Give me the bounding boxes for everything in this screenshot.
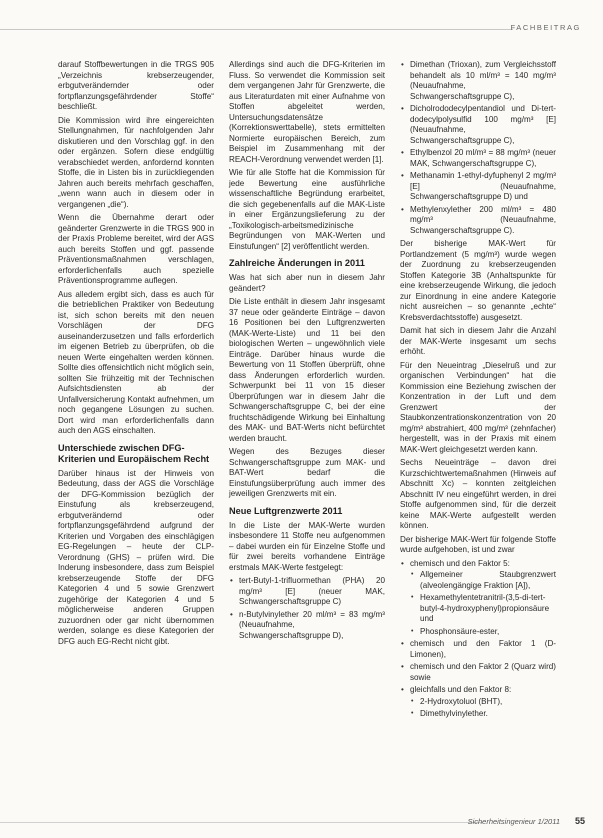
list-item: • chemisch und den Faktor 1 (D-Limonen), <box>410 639 556 660</box>
list-item: • chemisch und den Faktor 2 (Quarz wird) sowie <box>410 662 556 683</box>
list-item: • Dimethan (Trioxan), zum Vergleichsstoff behandelt als 10 ml/m³ = 140 mg/m³ (Neuaufnahme, Schwangerschaftsgruppe C), <box>410 60 556 102</box>
section-heading: Unterschiede zwischen DFG-Kriterien und Europäischem Recht <box>58 442 210 464</box>
section-heading: Neue Luftgrenzwerte 2011 <box>229 505 343 516</box>
sub-list-item: • Phosphonsäure-ester, <box>420 627 556 638</box>
sub-list <box>410 570 556 637</box>
article-body <box>58 60 580 800</box>
sub-list-item: • 2-Hydroxytoluol (BHT), <box>420 697 556 708</box>
page-header <box>0 22 603 36</box>
sub-list-item: • Allgemeiner Staubgrenzwert (alveolengängige Fraktion [A]), <box>420 570 556 591</box>
paragraph: Der bisherige MAK-Wert für folgende Stoffe wurde aufgehoben, ist und zwar <box>400 534 556 554</box>
sub-list-item: • Dimethylvinylether. <box>420 709 556 720</box>
paragraph: Für den Neueintrag „Dieselruß und zur organischen Verbindungen“ hat die Kommission eine Beziehung zwischen der Konzentration in der Luft und dem Grenzwert der Staubkonzentrationskonzentration von 20 mg/m³ abstrahiert, 400 mg/m³ (zehnfacher) hergestellt, was in der Praxis mit einem MAK-Wert gleichgesetzt werden kann. <box>400 360 556 454</box>
section-label: FACHBEITRAG <box>510 23 581 32</box>
section-heading: Zahlreiche Änderungen in 2011 <box>229 258 365 268</box>
paragraph: Was hat sich aber nun in diesem Jahr geändert? <box>229 273 385 293</box>
paragraph: Wegen des Bezuges dieser Schwangerschaftsgruppe zum MAK- und BAT-Wert bedarf die Einstufungsüberprüfung auch immer des jeweiligen Grenzwerts mit ein. <box>229 447 385 498</box>
paragraph: Wie für alle Stoffe hat die Kommission für jede Bewertung eine ausführliche wissenschaftliche Begründung erarbeitet, die sich gegebenenfalls auf die MAK-Liste in einer Ergänzungslieferung zu der „Toxikologisch-arbeitsmedizinische Begründungen von MAK-Werten und Einstufungen“ [2] veröffentlicht werden. <box>229 168 385 251</box>
bullet-list <box>229 576 385 641</box>
page-footer <box>0 816 603 830</box>
header-rule <box>0 29 513 30</box>
paragraph: Die Liste enthält in diesem Jahr insgesamt 37 neue oder geänderte Einträge – davon 16 Positionen bei den Luftgrenzwerten (MAK-Werte-Liste) und 11 bei den biologischen Werten – ungewöhnlich viele Einträge. Darüber hinaus wurde die Bewertung von 11 Stoffen überprüft, ohne dass Änderungen erforderlich wurden. Schwerpunkt bei 11 von 15 dieser Überprüfungen war in diesem Jahr die Schwangerschaftsgruppe C, bei der eine fruchtschädigende Wirkung bei Einhaltung des MAK- und BAT-Werts nicht befürchtet werden braucht. <box>229 297 385 443</box>
bullet-list <box>400 60 556 236</box>
paragraph: Allerdings sind auch die DFG-Kriterien im Fluss. So verwendet die Kommission seit dem vergangenen Jahr für Grenzwerte, die aus Literaturdaten mit einer Aufnahme von Stoffen abgeleitet werden, Untersuchungsdatensätze (Korrektionswerttabelle), stets ermittelten Normierte europäischen Bereich, zum Beispiel im Zusammenhang mit der REACH-Verordnung verwendet werden [1]. <box>229 60 385 164</box>
footer-rule <box>0 822 483 823</box>
list-item: • Methanamin 1-ethyl-dyfuphenyl 2 mg/m³ [E] (Neuaufnahme, Schwangerschaftsgruppe D) und <box>410 171 556 203</box>
list-item: • Ethylbenzol 20 ml/m³ = 88 mg/m³ (neuer MAK, Schwangerschaftsgruppe C), <box>410 148 556 169</box>
list-item-text: chemisch und den Faktor 5: <box>410 558 510 568</box>
paragraph: Die Kommission wird ihre eingereichten Stellungnahmen, für nachfolgenden Jahr diskutieren und den Vorschlag ggf. in den oder ergänzen. Sofern diese endgültig verabschiedet werden, anfordernd konnten Stoffe, die in Listen bis in zurückliegenden Jahren auch bereits mehrfach geschaffen, „wenn wann auch in diesem oder in vergangenen „die“). <box>58 115 214 209</box>
list-item <box>410 685 556 720</box>
list-item-text: gleichfalls und den Faktor 8: <box>410 685 512 694</box>
list-item: • n-Butylvinylether 20 ml/m³ = 83 mg/m³ (Neuaufnahme, Schwangerschaftsgruppe D), <box>239 610 385 642</box>
paragraph: In die Liste der MAK-Werte wurden insbesondere 11 Stoffe neu aufgenommen – dabei wurden ein für Einzelne Stoffe und für zwei bereits vorhandene Einträge erstmals MAK-Werte festgelegt: <box>229 520 385 572</box>
list-item: • tert-Butyl-1-trifluormethan (PHA) 20 mg/m³ [E] (neuer MAK, Schwangerschaftsgruppe C) <box>239 576 385 608</box>
paragraph: Darüber hinaus ist der Hinweis von Bedeutung, dass der AGS die Vorschläge der DFG-Kommission bezüglich der Einstufung als krebserzeugend, erbgutverändernd oder fortpflanzungsgefährdend aufgrund der Kriterien und Vorgaben des einschlägigen EG-Regelungen – heute der CLP-Verordnung (GHS) – prüfen wird. Die Inderung insbesondere, dass zum Beispiel krebserzeugende Stoffe der DFG Kategorien 4 und 5 sowie Grenzwert zugehörige der Kategorien 4 und 5 möglicherweise anderen Gruppen zuzuordnen oder gar nicht übernommen werden, solange es diese Kategorien der DFG auch EG-Recht nicht gibt. <box>58 468 214 646</box>
list-item <box>410 559 556 638</box>
paragraph: Der bisherige MAK-Wert für Portlandzement (5 mg/m³) wurde wegen der Zuordnung zu krebserzeugenden Stoffen Kategorie 3B (Anhaltspunkte für eine krebserzeugende Wirkung, die jedoch zur Einordnung in eine andere Kategorie nicht ausreichen – so genannte „echte“ Krebsverdachtsstoffe) ausgesetzt. <box>400 239 556 322</box>
bullet-list <box>400 559 556 720</box>
list-item: • Methylenxylether 200 ml/m³ = 480 mg/m³ (Neuaufnahme, Schwangerschaftsgruppe C). <box>410 205 556 237</box>
paragraph: darauf Stoffbewertungen in die TRGS 905 „Verzeichnis krebserzeugender, erbgutverändernder oder fortpflanzungsgefährdender Stoffe“ beschließt. <box>58 60 214 111</box>
sub-list <box>410 697 556 720</box>
paragraph: Wenn die Übernahme derart oder geänderter Grenzwerte in die TRGS 900 in der Praxis Probleme bereitet, wird der AGS auch bereits Stoffen und ggf. passende Präventionsmaßnahmen verschlagen, erforderlichenfalls auch spezielle Präventionsprogramme auflegen. <box>58 213 214 285</box>
sub-list-item: • Hexamethylentetranitril-(3,5-di-tert-butyl-4-hydroxyphenyl)propionsäure und <box>420 593 556 625</box>
paragraph: Damit hat sich in diesem Jahr die Anzahl der MAK-Werte insgesamt um sechs erhöht. <box>400 326 556 356</box>
column-2 <box>229 60 385 644</box>
page-number: 55 <box>574 816 585 826</box>
paragraph: Sechs Neueinträge – davon drei Kurzschichtwertemaßnahmen (Hinweis auf Abschnitt Xc) – konnten zeitgleichen Abschnitt IV neu eingeführt werden, in drei Stoffe aufgenommen sind, für die derzeit keine MAK-Werte aufgestellt werden können. <box>400 458 556 530</box>
paragraph: Aus alledem ergibt sich, dass es auch für die betrieblichen Praktiker von Bedeutung ist, sich schon bereits mit den neuen Vorschlägen der DFG auseinanderzusetzen und falls erforderlich im eigenen Betrieb zu überprüfen, ob die neuen Werte eingehalten werden können. Sollte dies offensichtlich nicht möglich sein, sollten Sie frühzeitig mit der Technischen Aufsichtsdiensten ab der Unfallversicherung Kontakt aufnehmen, um noch gegangene Lösungen zu suchen. Dort wird man erforderlichenfalls dann auch den AGS einschalten. <box>58 289 214 435</box>
journal-name: Sicherheitsingenieur 1/2011 <box>467 817 560 826</box>
column-1 <box>58 60 214 650</box>
column-3 <box>400 60 556 723</box>
list-item: • Dicholrododecylpentandiol und Di-tert-dodecylpolysulfid 100 mg/m³ [E] (Neuaufnahme, Schwangerschaftsgruppe C), <box>410 104 556 146</box>
